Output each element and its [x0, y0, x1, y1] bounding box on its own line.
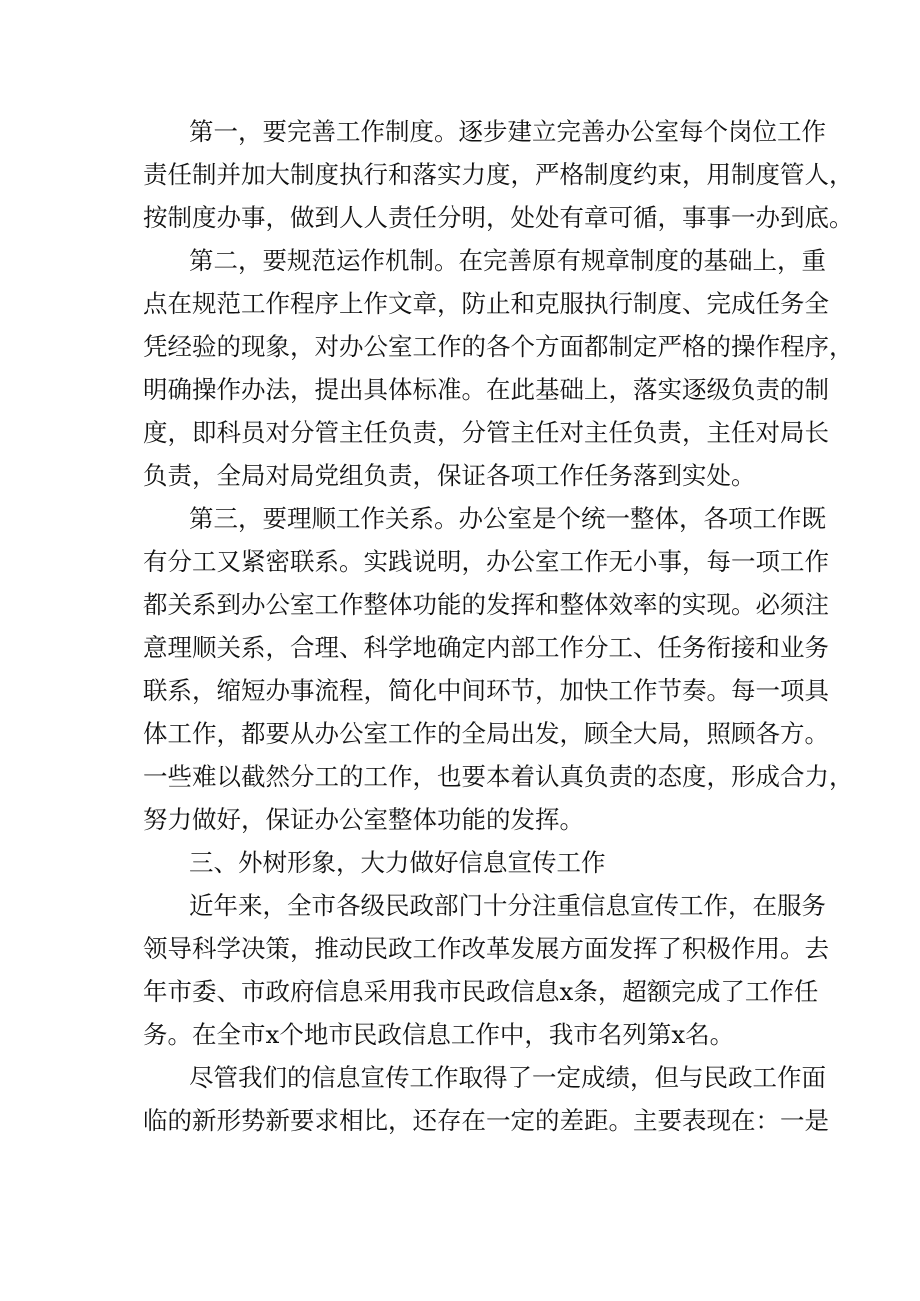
text-line: 有分工又紧密联系。实践说明，办公室工作无小事，每一项工作: [143, 547, 829, 576]
text-line: 按制度办事，做到人人责任分明，处处有章可循，事事一办到底。: [143, 203, 854, 232]
text-line: 努力做好，保证办公室整体功能的发挥。: [143, 805, 584, 834]
section-heading: 三、外树形象，大力做好信息宣传工作: [189, 848, 606, 877]
text-line: 联系，缩短办事流程，简化中间环节，加快工作节奏。每一项具: [143, 676, 829, 705]
text-line: 临的新形势新要求相比，还存在一定的差距。主要表现在：一是: [143, 1106, 829, 1135]
text-line: 一些难以截然分工的工作，也要本着认真负责的态度，形成合力，: [143, 762, 854, 791]
text-line: 第一，要完善工作制度。逐步建立完善办公室每个岗位工作: [189, 117, 826, 146]
text-line: 第二，要规范运作机制。在完善原有规章制度的基础上，重: [189, 246, 826, 275]
text-line: 领导科学决策，推动民政工作改革发展方面发挥了积极作用。去: [143, 934, 829, 963]
text-line: 体工作，都要从办公室工作的全局出发，顾全大局，照顾各方。: [143, 719, 829, 748]
text-line: 近年来，全市各级民政部门十分注重信息宣传工作，在服务: [189, 891, 826, 920]
text-line: 明确操作办法，提出具体标准。在此基础上，落实逐级负责的制: [143, 375, 829, 404]
text-line: 意理顺关系，合理、科学地确定内部工作分工、任务衔接和业务: [143, 633, 829, 662]
text-line: 凭经验的现象，对办公室工作的各个方面都制定严格的操作程序，: [143, 332, 854, 361]
text-line: 点在规范工作程序上作文章，防止和克服执行制度、完成任务全: [143, 289, 829, 318]
text-line: 务。在全市x个地市民政信息工作中，我市名列第x名。: [143, 1020, 735, 1049]
text-line: 第三，要理顺工作关系。办公室是个统一整体，各项工作既: [189, 504, 826, 533]
text-line: 责任制并加大制度执行和落实力度，严格制度约束，用制度管人，: [143, 160, 854, 189]
text-line: 年市委、市政府信息采用我市民政信息x条，超额完成了工作任: [143, 977, 819, 1006]
text-line: 尽管我们的信息宣传工作取得了一定成绩，但与民政工作面: [189, 1063, 826, 1092]
text-line: 度，即科员对分管主任负责，分管主任对主任负责，主任对局长: [143, 418, 829, 447]
text-line: 负责，全局对局党组负责，保证各项工作任务落到实处。: [143, 461, 756, 490]
text-line: 都关系到办公室工作整体功能的发挥和整体效率的实现。必须注: [143, 590, 829, 619]
